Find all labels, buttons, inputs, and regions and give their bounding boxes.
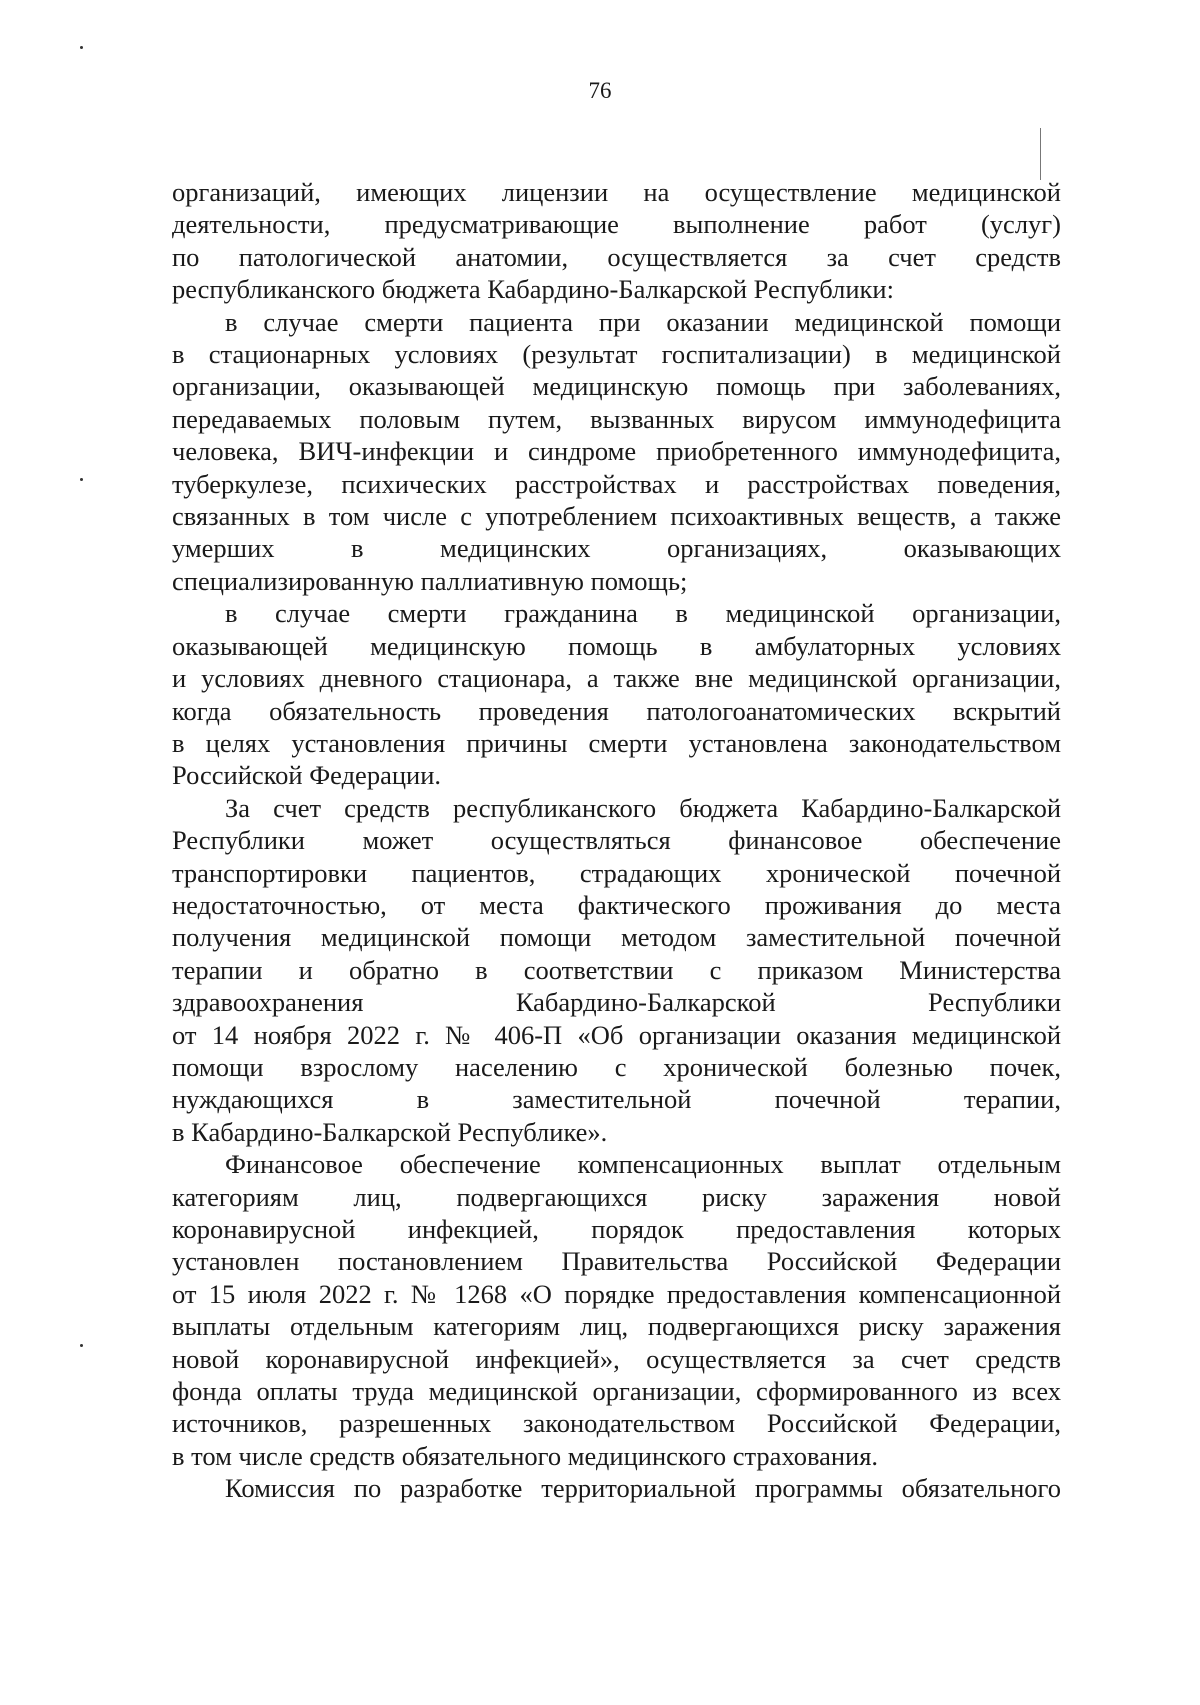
text-line: когда обязательность проведения патологоанатомических вскрытий	[172, 695, 1061, 726]
text-line: терапии и обратно в соответствии с приказом Министерства	[172, 954, 1061, 985]
text-line: здравоохранения Кабардино-Балкарской Республики	[172, 987, 1061, 1018]
text-line: оказывающей медицинскую помощь в амбулаторных условиях	[172, 630, 1061, 661]
text-line: по патологической анатомии, осуществляется за счет средств	[172, 241, 1061, 272]
text-line: от 14 ноября 2022 г. № 406-П «Об организации оказания медицинской	[172, 1019, 1061, 1050]
text-line: связанных в том числе с употреблением психоактивных веществ, а также	[172, 501, 1061, 532]
text-line: передаваемых половым путем, вызванных вирусом иммунодефицита	[172, 403, 1061, 434]
paragraph	[172, 306, 1061, 598]
page-number: 76	[588, 78, 612, 103]
text-line: организации, оказывающей медицинскую помощь при заболеваниях,	[172, 371, 1061, 402]
text-line: туберкулезе, психических расстройствах и расстройствах поведения,	[172, 468, 1061, 499]
text-line: от 15 июля 2022 г. № 1268 «О порядке предоставления компенсационной	[172, 1278, 1061, 1309]
paragraph	[172, 1472, 1061, 1504]
text-line: фонда оплаты труда медицинской организации, сформированного из всех	[172, 1376, 1061, 1407]
text-line: в целях установления причины смерти установлена законодательством	[172, 727, 1061, 758]
text-line: человека, ВИЧ-инфекции и синдроме приобретенного иммунодефицита,	[172, 436, 1061, 467]
text-line: коронавирусной инфекцией, порядок предоставления которых	[172, 1214, 1061, 1244]
text-line: установлен постановлением Правительства Российской Федерации	[172, 1246, 1061, 1277]
text-line: транспортировки пациентов, страдающих хронической почечной	[172, 857, 1061, 888]
text-line: За счет средств республиканского бюджета Кабардино-Балкарской	[225, 792, 1061, 823]
text-line: Российской Федерации.	[172, 760, 441, 791]
text-line: категориям лиц, подвергающихся риску заражения новой	[172, 1181, 1061, 1212]
text-line: в случае смерти гражданина в медицинской организации,	[225, 598, 1061, 629]
text-line: помощи взрослому населению с хронической болезнью почек,	[172, 1051, 1061, 1082]
text-line: Финансовое обеспечение компенсационных выплат отдельным	[225, 1149, 1061, 1180]
scan-speck	[80, 478, 83, 481]
text-line: недостаточностью, от места фактического проживания до места	[172, 889, 1061, 920]
text-line: источников, разрешенных законодательством Российской Федерации,	[172, 1408, 1061, 1439]
text-line: умерших в медицинских организациях, оказывающих	[172, 533, 1061, 564]
text-line: получения медицинской помощи методом заместительной почечной	[172, 922, 1061, 953]
text-line: нуждающихся в заместительной почечной терапии,	[172, 1084, 1061, 1115]
scan-speck	[80, 1344, 83, 1347]
scan-speck	[80, 46, 83, 49]
text-line: выплаты отдельным категориям лиц, подвергающихся риску заражения	[172, 1311, 1061, 1342]
text-line: организаций, имеющих лицензии на осуществление медицинской	[172, 177, 1061, 207]
text-line: и условиях дневного стационара, а также вне медицинской организации,	[172, 663, 1061, 694]
text-line: в стационарных условиях (результат госпитализации) в медицинской	[172, 339, 1061, 370]
text-line: Республики может осуществляться финансовое обеспечение	[172, 825, 1061, 856]
paragraph	[172, 597, 1061, 791]
text-line: специализированную паллиативную помощь;	[172, 565, 688, 596]
text-line: республиканского бюджета Кабардино-Балкарской Республики:	[172, 274, 894, 305]
scan-margin-line	[1040, 128, 1041, 180]
text-line: в случае смерти пациента при оказании медицинской помощи	[225, 306, 1061, 337]
paragraph	[172, 792, 1061, 1148]
text-line: деятельности, предусматривающие выполнение работ (услуг)	[172, 209, 1061, 240]
text-line: в том числе средств обязательного медицинского страхования.	[172, 1440, 879, 1471]
text-line: новой коронавирусной инфекцией», осуществляется за счет средств	[172, 1343, 1061, 1374]
document-body	[172, 176, 1061, 1505]
paragraph	[172, 176, 1061, 306]
text-line: Комиссия по разработке территориальной программы обязательного	[225, 1473, 1061, 1504]
text-line: в Кабардино-Балкарской Республике».	[172, 1116, 608, 1147]
paragraph	[172, 1148, 1061, 1472]
